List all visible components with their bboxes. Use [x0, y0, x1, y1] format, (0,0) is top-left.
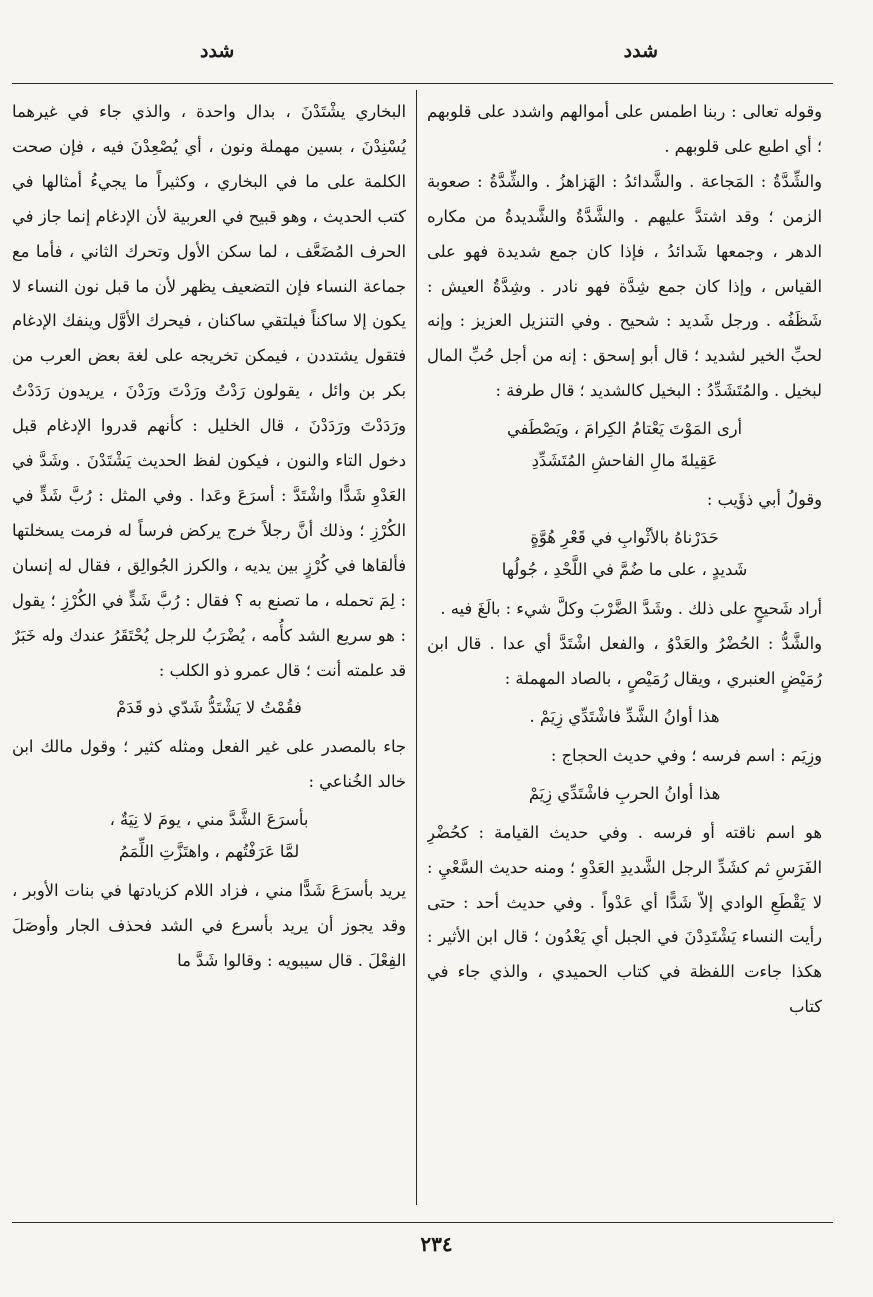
- verse-abu-dhuayb: [427, 522, 822, 586]
- verse-line: حَدَرْناهُ بالأثْوابِ في قَعْرِ هُوَّةٍ: [530, 528, 719, 548]
- right-column: [427, 95, 822, 1210]
- column-divider: [416, 90, 417, 1205]
- verse-line: بأسرَعَ الشَّدَّ مني ، يومَ لا نِيَةٌ ،: [109, 810, 309, 830]
- footer-rule: [12, 1222, 833, 1223]
- verse-line: عَقِيلةَ مالِ الفاحشِ المُتَشَدِّدِ: [531, 451, 718, 471]
- paragraph: البخاري يشْتَدْنَ ، بدال واحدة ، والذي جاء في غيرهما يُسْنِدْنَ ، بسين مهملة ونون ، أي يُصْعِدْنَ فيه ، فإن صحت الكلمة على ما في البخاري ، وكثيراً ما يجيءُ أمثالها في كتب الحديث ، وهو قبيح في العربية لأن الإدغام إنما جاز في الحرف المُضَعَّف ، لما سكن الأول وتحرك الثاني ، فأما مع جماعة النساء فإن التضعيف يظهر لأن ما قبل نون النساء لا يكون إلا ساكناً فيلتقي ساكنان ، فيحرك الأوَّل وينفك الإدغام فتقول يشتددن ، فيمكن تخريجه على لغة بعض العرب من بكر بن وائل ، يقولون رَدْتُ ورَدْتَ ورَدْنَ ، يريدون رَدَدْتُ ورَدَدْتَ ورَدَدْنَ ، قال الخليل : كأنهم قدروا الإدغام قبل دخول التاء والنون ، فيكون لفظ الحديث يَشْتَدْنَ . وشَدَّ في العَدْوِ شَدًّا واشْتَدَّ : أسرَعَ وعَدا . وفي المثل : رُبَّ شَدٍّ في الكُرْزِ ؛ وذلك أنَّ رجلاً خرج يركض فرساً له فرمت يسخلتها فألقاها في كُرْزٍ بين يديه ، والكرز الجُوالِق ، فقال له إنسان : لِمَ تحمله ، ما تصنع به ؟ فقال : رُبَّ شَدٍّ في الكُرْزِ ؛ يقول : هو سريع الشد كأُمه ، يُضْرَبُ للرجل يُحْتَقَرُ عندك وله خَبَرٌ قد علمته أنت ؛ قال عمرو ذو الكلب :: [12, 102, 406, 680]
- paragraph: وقولُ أبي ذؤَيب :: [706, 490, 822, 510]
- paragraph: والشَّدُّ : الحُضْرُ والعَدْوُ ، والفعل اشْتَدَّ أي عدا . قال ابن رُمَيْضٍ العنبري ، ويقال رُمَيْصٍ ، بالصاد المهملة :: [427, 633, 822, 688]
- paragraph: والشِّدَّةُ : المَجاعة . والشَّدائدُ : الهَزاهزُ . والشِّدَّةُ : صعوبة الزمن ؛ وقد اشتدَّ عليهم . والشَّدَّةُ والشَّديدةُ من مكاره الدهر ، وجمعها شَدائدُ ، فإذا كان جمع شديدة فهو على القياس ، وإذا كان جمع شِدَّة فهو نادر . وشِدَّةُ العيش : شَظَفُه . ورجل شَديد : شحيح . وفي التنزيل العزيز : وإنه لحبِّ الخير لشديد ؛ قال أبو إسحق : إنه من أجل حُبِّ المال لبخيل . والمُتَشَدِّدُ : البخيل كالشديد ؛ قال طرفة :: [427, 171, 822, 401]
- paragraph: هو اسم ناقته أو فرسه . وفي حديث القيامة : كحُضْرِ الفَرَسِ ثم كشَدِّ الرجل الشَّديدِ العَدْوِ ؛ ومنه حديث السَّعْيِ : لا يَقْطَعِ الوادي إلاّ شَدًّا أي عَدْواً . وفي حديث أحد : حتى رأيت النساء يَشْتَدِدْنَ في الجبل أي يَعْدُون ؛ قال ابن الأثير : هكذا جاءت اللفظة في كتاب الحميدي ، والذي جاء في كتاب: [427, 822, 822, 1017]
- paragraph: أراد شَحيحٍ على ذلك . وشَدَّ الضَّرْبَ وكلَّ شيء : بالَغَ فيه .: [440, 599, 822, 619]
- verse-line: هذا أوانُ الحربِ فاشْتَدِّي زِيَمْ: [528, 783, 721, 803]
- running-header-left: شدد: [200, 40, 235, 62]
- verse-line: أرى المَوْتَ يَعْتامُ الكِرامَ ، ويَصْطَفي: [507, 419, 742, 439]
- header-rule: [12, 83, 833, 84]
- running-header-right: شدد: [623, 40, 658, 62]
- paragraph: وقوله تعالى : ربنا اطمس على أموالهم واشدد على قلوبهم ؛ أي اطبع على قلوبهم .: [427, 102, 822, 156]
- verse-hajjaj: [427, 778, 822, 810]
- left-column: [12, 95, 406, 1210]
- verse-tarafa: [427, 413, 822, 477]
- verse-ibn-rumayd: [427, 701, 822, 733]
- verse-line: شَديدٍ ، على ما ضُمَّ في اللَّحْدِ ، جُولُها: [501, 560, 748, 580]
- verse-line: هذا أوانُ الشَّدِّ فاشْتَدِّي زِيَمْ .: [529, 706, 720, 726]
- paragraph: جاء بالمصدر على غير الفعل ومثله كثير ؛ وقول مالك ابن خالد الخُناعي :: [12, 737, 406, 792]
- paragraph: يريد بأسرَعَ شَدًّا مني ، فزاد اللام كزيادتها في بنات الأوبر ، وقد يجوز أن يريد بأسرع في الشد فحذف الجار وأوصَلَ الفِعْلَ . قال سيبويه : وقالوا شَدَّ ما: [12, 881, 406, 971]
- verse-malik-al-khunai: [12, 804, 406, 868]
- verse-line: فقُمْتُ لا يَشْتَدُّ شَدّي ذو قَدَمْ: [116, 698, 302, 718]
- page-number: ٢٣٤: [420, 1232, 453, 1256]
- verse-amr-dhul-kalb: [12, 692, 406, 724]
- verse-line: لمَّا عَرَفْتُهم ، واهتَزَّتِ اللِّمَمُ: [118, 842, 300, 862]
- paragraph: وزِيَم : اسم فرسه ؛ وفي حديث الحجاج :: [550, 745, 822, 765]
